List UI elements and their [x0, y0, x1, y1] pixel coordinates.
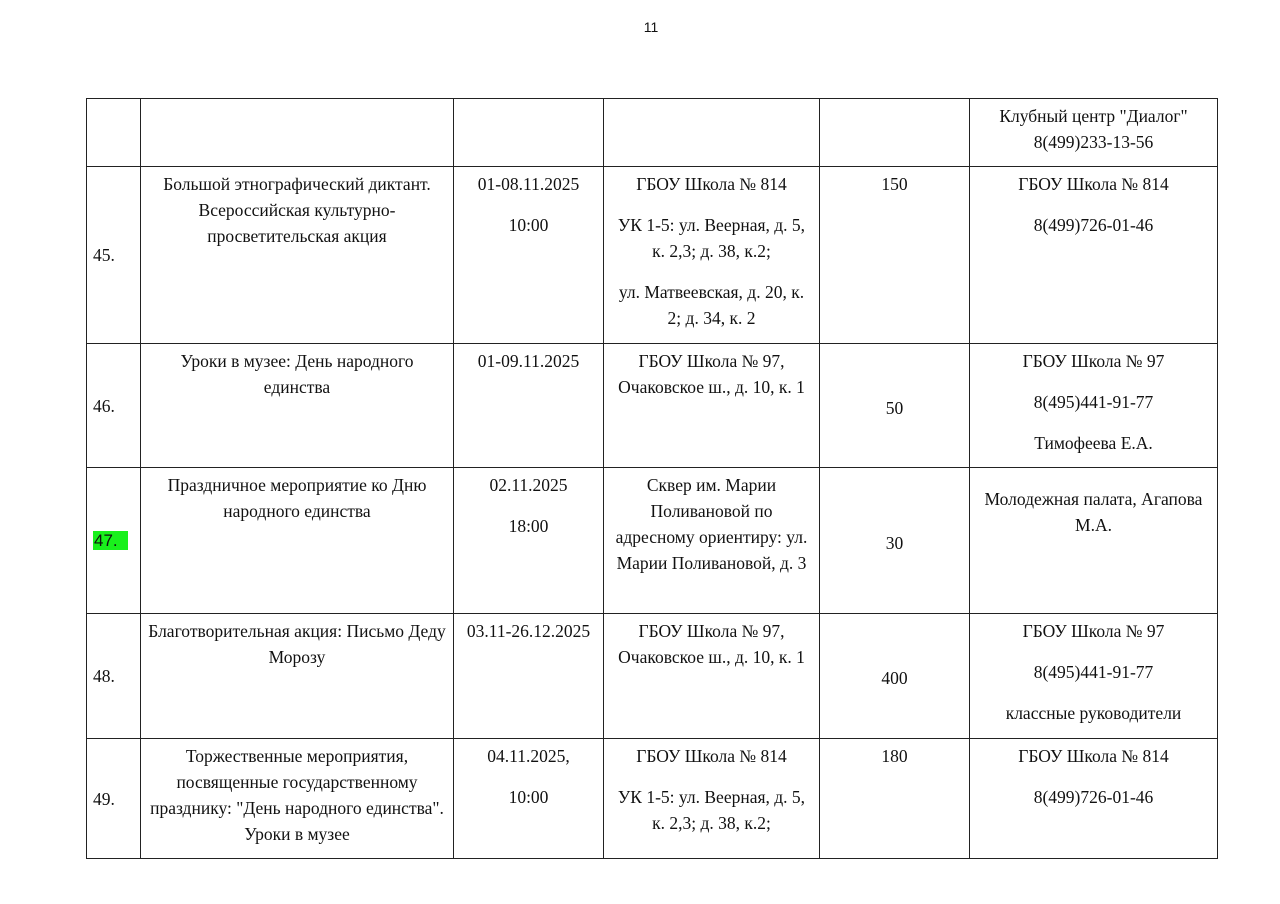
event-date: 10:00 [508, 215, 549, 235]
event-date-cell [454, 739, 604, 859]
contact-info: ГБОУ Школа № 97 [1022, 621, 1165, 641]
contact-cell [970, 99, 1218, 167]
event-place: УК 1-5: ул. Веерная, д. 5, к. 2,3; д. 38, к.2; [617, 215, 806, 261]
event-date: 03.11-26.12.2025 [466, 621, 591, 641]
contact-info: ГБОУ Школа № 814 [1018, 746, 1169, 766]
table-row [87, 167, 1218, 344]
event-place: ГБОУ Школа № 814 [636, 174, 787, 194]
row-number-cell [87, 739, 141, 859]
row-number: 49. [93, 788, 115, 809]
event-place-cell [604, 739, 820, 859]
contact-info: ГБОУ Школа № 97 [1022, 351, 1165, 371]
event-place: ул. Матвеевская, д. 20, к. 2; д. 34, к. 2 [618, 282, 805, 328]
event-place: Сквер им. Марии Поливановой по адресному ориентиру: ул. Марии Поливановой, д. 3 [615, 475, 808, 573]
participants-cell: 180 [820, 739, 970, 859]
row-number-cell [87, 614, 141, 739]
event-date: 04.11.2025, [487, 746, 570, 766]
row-number: 45. [93, 245, 115, 265]
table-row [87, 614, 1218, 739]
participants-cell: 50 [820, 344, 970, 468]
event-place: УК 1-5: ул. Веерная, д. 5, к. 2,3; д. 38, к.2; [617, 787, 806, 833]
event-place-cell [604, 99, 820, 167]
event-title: Уроки в музее: День народного единства [180, 351, 414, 397]
event-place-cell [604, 344, 820, 468]
contact-cell [970, 739, 1218, 859]
row-number-cell [87, 344, 141, 468]
contact-cell [970, 614, 1218, 739]
table-row [87, 739, 1218, 859]
row-number: 47. [93, 531, 128, 550]
event-title-cell [141, 614, 454, 739]
participants-cell [820, 99, 970, 167]
event-title-cell [141, 344, 454, 468]
event-date: 18:00 [508, 516, 549, 536]
table-row [87, 99, 1218, 167]
contact-info: ГБОУ Школа № 814 [1018, 174, 1169, 194]
event-date-cell [454, 614, 604, 739]
contact-info: 8(499)726-01-46 [1033, 787, 1154, 807]
event-date: 10:00 [508, 787, 549, 807]
event-place: ГБОУ Школа № 97, Очаковское ш., д. 10, к. 1 [618, 621, 805, 667]
contact-info: 8(495)441-91-77 [1033, 662, 1154, 682]
page-number: 11 [643, 19, 659, 35]
row-number-cell [87, 99, 141, 167]
event-date-cell [454, 344, 604, 468]
contact-info: Молодежная палата, Агапова М.А. [984, 489, 1203, 535]
event-date: 02.11.2025 [489, 475, 568, 495]
event-title-cell [141, 468, 454, 614]
row-number: 46. [93, 395, 115, 416]
contact-info: Тимофеева Е.А. [1034, 433, 1153, 453]
event-date-cell [454, 99, 604, 167]
event-place: ГБОУ Школа № 814 [636, 746, 787, 766]
event-date-cell [454, 167, 604, 344]
participants-cell: 30 [820, 468, 970, 614]
contact-info: Клубный центр "Диалог" 8(499)233-13-56 [999, 106, 1188, 152]
event-date: 01-08.11.2025 [477, 174, 580, 194]
table-row [87, 344, 1218, 468]
event-place-cell [604, 614, 820, 739]
event-title: Благотворительная акция: Письмо Деду Морозу [148, 621, 446, 667]
event-title-cell [141, 739, 454, 859]
event-title-cell [141, 99, 454, 167]
contact-cell [970, 344, 1218, 468]
event-place: ГБОУ Школа № 97, Очаковское ш., д. 10, к. 1 [618, 351, 805, 397]
contact-info: классные руководители [1005, 703, 1182, 723]
event-title: Торжественные мероприятия, посвященные государственному празднику: "День народного единства". Уроки в музее [150, 746, 444, 844]
event-title: Большой этнографический диктант. Всероссийская культурно-просветительская акция [163, 174, 431, 246]
event-date-cell [454, 468, 604, 614]
contact-info: 8(499)726-01-46 [1033, 215, 1154, 235]
event-place-cell [604, 468, 820, 614]
participants-cell: 150 [820, 167, 970, 344]
contact-cell [970, 167, 1218, 344]
row-number: 48. [93, 666, 115, 686]
row-number-cell [87, 167, 141, 344]
events-table [86, 98, 1218, 859]
contact-cell [970, 468, 1218, 614]
row-number-cell [87, 468, 141, 614]
event-date: 01-09.11.2025 [477, 351, 580, 371]
event-title-cell [141, 167, 454, 344]
event-place-cell [604, 167, 820, 344]
participants-cell: 400 [820, 614, 970, 739]
table-row [87, 468, 1218, 614]
contact-info: 8(495)441-91-77 [1033, 392, 1154, 412]
event-title: Праздничное мероприятие ко Дню народного единства [167, 475, 427, 521]
